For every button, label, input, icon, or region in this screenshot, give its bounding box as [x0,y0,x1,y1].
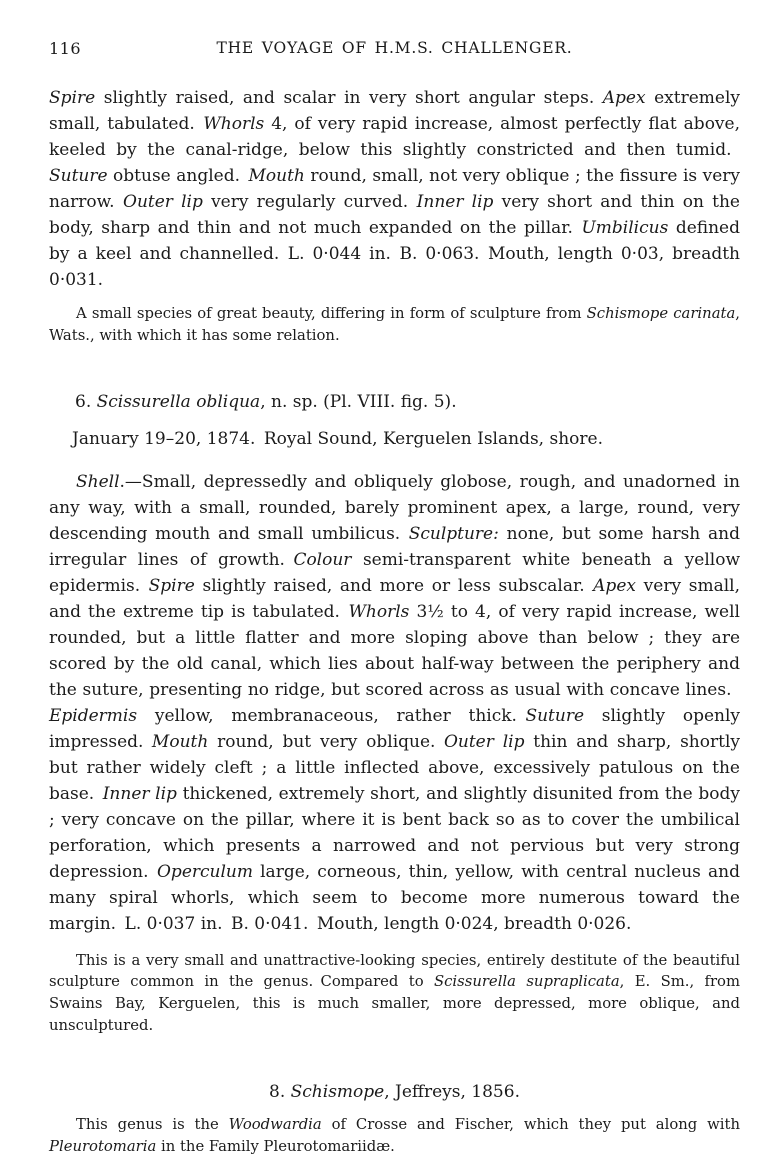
genus-heading-schismope: 8. Schismope, Jeffreys, 1856. [269,1081,520,1102]
text-block [49,0,740,1157]
genus-note: This genus is the Woodwardia of Crosse and Fischer, which they put along with Pleurotomaria in the Family Pleurotomariidæ. [49,1115,740,1155]
species-comparison-note: This is a very small and unattractive-looking species, entirely destitute of the beautiful sculpture common in the genus. Compared to Scissurella supraplicata, E. Sm., from Swains Bay, Kerguelen, this is much smaller, more depressed, more oblique, and unsculptured. [49,951,740,1034]
spire-description-paragraph: Spire slightly raised, and scalar in very short angular steps. Apex extremely small, tabulated. Whorls 4, of very rapid increase, almost perfectly flat above, keeled by the canal-ridge, below this slightly constricted and then tumid. Suture obtuse angled. Mouth round, small, not very oblique ; the fissure is very narrow. Outer lip very regularly curved. Inner lip very short and thin on the body, sharp and thin and not much expanded on the pillar. Umbilicus defined by a keel and channelled. L. 0·044 in. B. 0·063. Mouth, length 0·03, breadth 0·031. [49,88,740,290]
shell-description-paragraph: Shell.—Small, depressedly and obliquely globose, rough, and unadorned in any way, with a small, rounded, barely prominent apex, a large, round, very descending mouth and small umbilicus. Sculpture: none, but some harsh and irregular lines of growth. Colour semi-transparent white beneath a yellow epidermis. Spire slightly raised, and more or less subscalar. Apex very small, and the extreme tip is tabulated. Whorls 3½ to 4, of very rapid increase, well rounded, but a little flatter and more sloping above than below ; they are scored by the old canal, which lies about half-way between the periphery and the suture, presenting no ridge, but scored across as usual with concave lines. Epidermis yellow, membranaceous, rather thick. Suture slightly openly impressed. Mouth round, but very oblique. Outer lip thin and sharp, shortly but rather widely cleft ; a little inflected above, excessively patulous on the base. Inner lip thickened, extremely short, and slightly disunited from the body ; very concave on the pillar, where it is bent back so as to cover the umbilical perforation, which presents a narrowed and not pervious but very strong depression. Operculum large, corneous, thin, yellow, with central nucleus and many spiral whorls, which seem to become more numerous toward the margin. L. 0·037 in. B. 0·041. Mouth, length 0·024, breadth 0·026. [49,471,741,934]
running-title: THE VOYAGE OF H.M.S. CHALLENGER. [216,39,573,57]
page-number: 116 [49,39,82,58]
page-header [49,39,740,59]
locality-line: January 19–20, 1874. Royal Sound, Kerguelen Islands, shore. [72,428,603,449]
species-heading-scissurella-obliqua: 6. Scissurella obliqua, n. sp. (Pl. VIII. fig. 5). [75,391,457,412]
carinata-comparison-note: A small species of great beauty, differing in form of sculpture from Schismope carinata, Wats., with which it has some relation. [49,305,741,344]
